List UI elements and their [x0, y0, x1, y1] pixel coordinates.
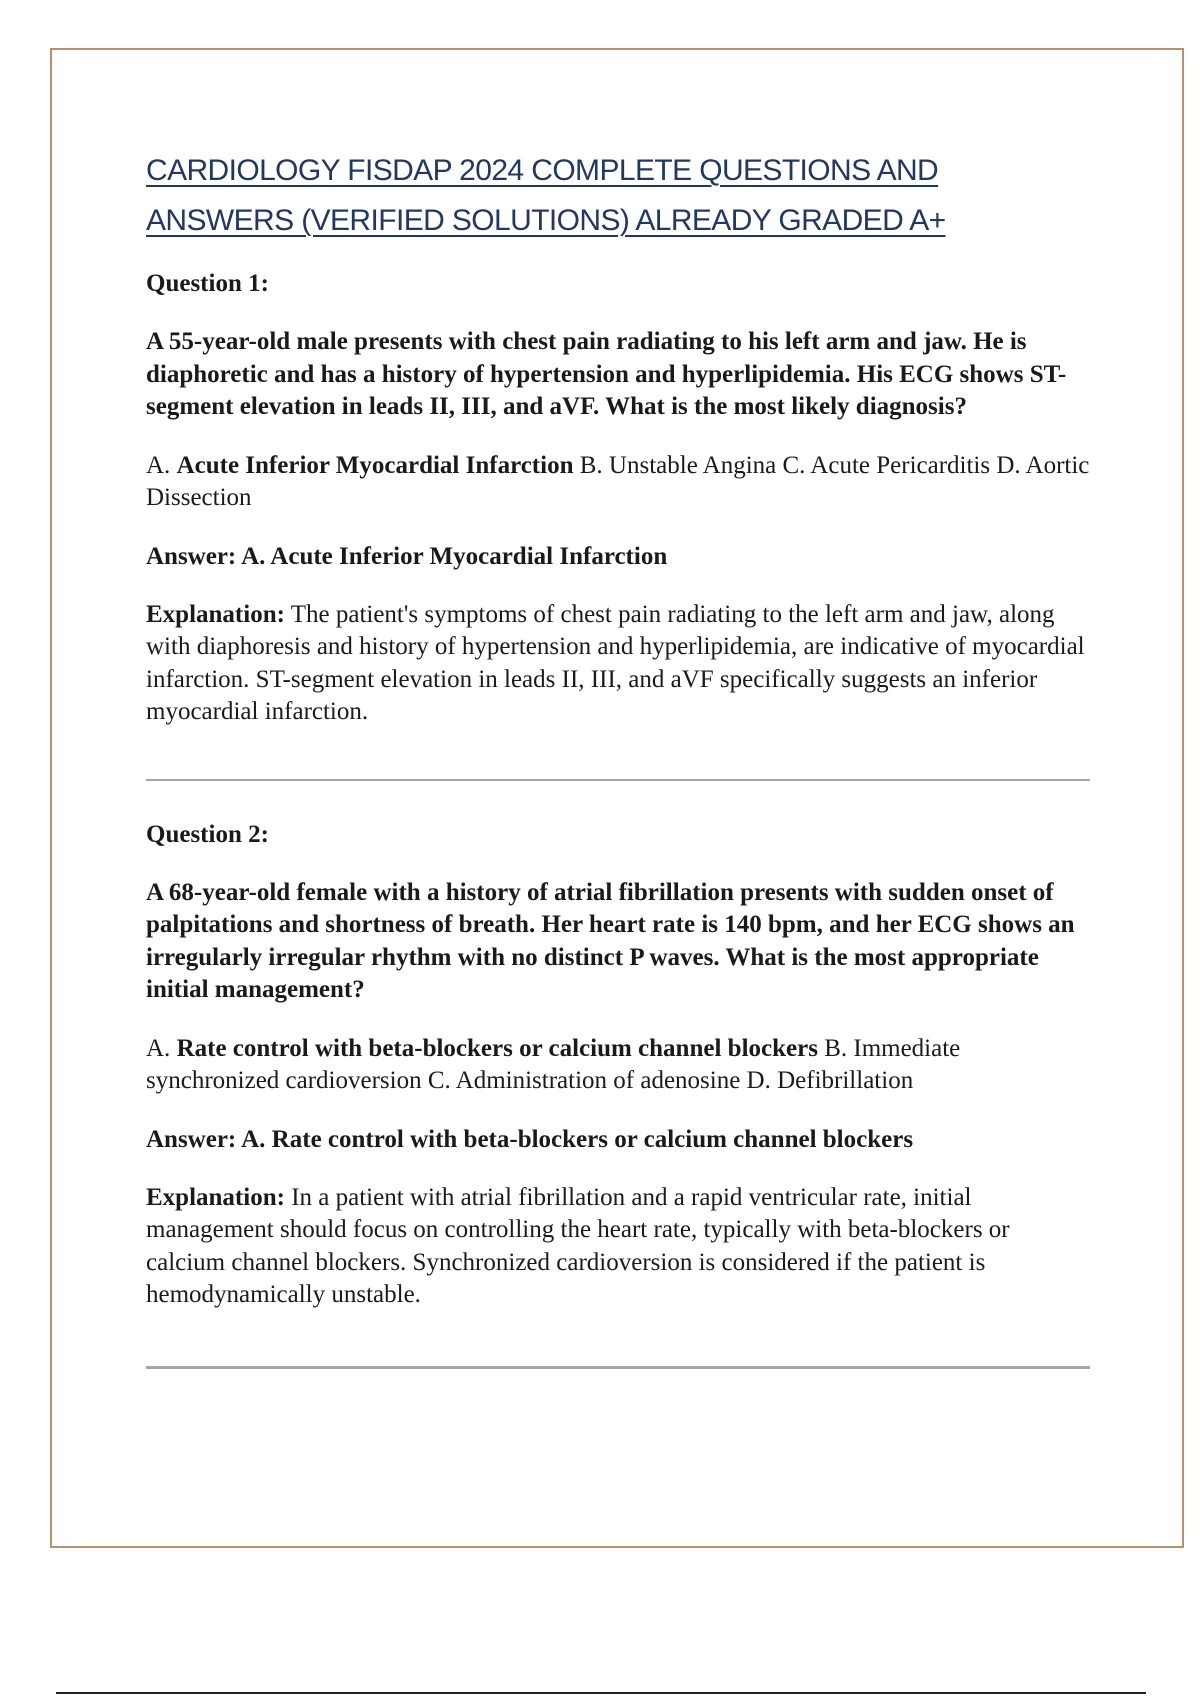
explanation-text: The patient's symptoms of chest pain radiating to the left arm and jaw, along with diaphoresis and history of hypertension and hyperlipidemia, are indicative of myocardial infarction. ST-segment elevation in leads II, III, and aVF specifically suggests an inferior myocardial infarction. [146, 600, 1085, 725]
correct-option: Rate control with beta-blockers or calcium channel blockers [176, 1034, 818, 1062]
question-2-block [146, 819, 1090, 1312]
question-1-options [146, 450, 1090, 515]
question-1-explanation [146, 599, 1090, 729]
question-2-heading: Question 2: [146, 820, 269, 848]
question-2-explanation [146, 1182, 1090, 1312]
question-2-options [146, 1033, 1090, 1098]
other-options: B. Unstable Angina C. Acute Pericarditis D. Aortic Dissection [146, 451, 1090, 511]
footer-rule [56, 1692, 1146, 1694]
question-1-block [146, 268, 1090, 729]
explanation-label: Explanation: [146, 600, 285, 628]
question-1-answer: Answer: A. Acute Inferior Myocardial Infarction [146, 542, 668, 570]
question-1-text: A 55-year-old male presents with chest pain radiating to his left arm and jaw. He is diaphoretic and has a history of hypertension and hyperlipidemia. His ECG shows ST-segment elevation in leads II, III, and aVF. What is the most likely diagnosis? [146, 328, 1067, 420]
option-prefix: A. [146, 1034, 177, 1062]
question-2-answer: Answer: A. Rate control with beta-blockers or calcium channel blockers [146, 1125, 914, 1153]
question-1-heading: Question 1: [146, 270, 269, 297]
correct-option: Acute Inferior Myocardial Infarction [176, 451, 574, 479]
explanation-label: Explanation: [146, 1183, 285, 1211]
section-divider [146, 1366, 1090, 1369]
explanation-text: In a patient with atrial fibrillation and a rapid ventricular rate, initial management should focus on controlling the heart rate, typically with beta-blockers or calcium channel blockers. Synchronized cardioversion is considered if the patient is hemodynamically unstable. [146, 1183, 1010, 1308]
document-content [146, 146, 1090, 1407]
question-2-text: A 68-year-old female with a history of atrial fibrillation presents with sudden onset of palpitations and shortness of breath. Her heart rate is 140 bpm, and her ECG shows an irregularly irregular rhythm with no distinct P waves. What is the most appropriate initial management? [146, 878, 1075, 1003]
section-divider [146, 779, 1090, 781]
document-title: CARDIOLOGY FISDAP 2024 COMPLETE QUESTIONS AND ANSWERS (VERIFIED SOLUTIONS) ALREADY GRADED A+ [146, 154, 946, 237]
option-prefix: A. [146, 451, 177, 479]
other-options: B. Immediate synchronized cardioversion C. Administration of adenosine D. Defibrillation [146, 1034, 961, 1094]
